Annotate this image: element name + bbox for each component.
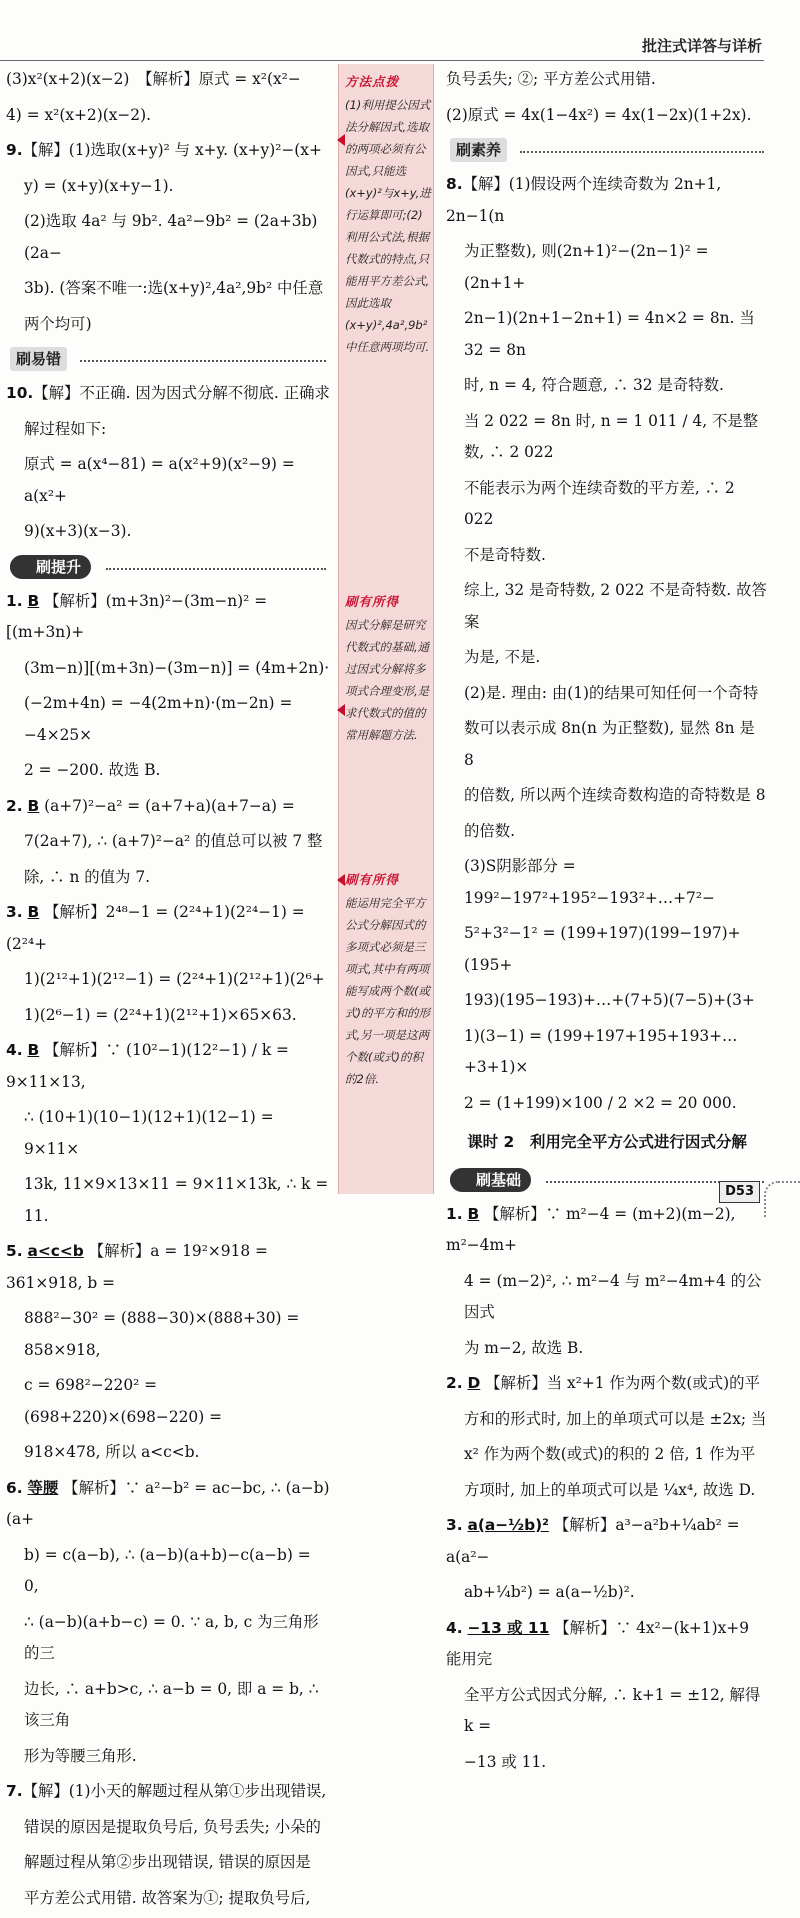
line-text: 1)(2⁶−1) = (2²⁴+1)(2¹²+1)×65×63. — [24, 1005, 297, 1024]
answer-line — [6, 1437, 330, 1469]
answer-line — [6, 309, 330, 341]
line-text: 9)(x+3)(x−3). — [24, 522, 132, 540]
line-text: 全平方公式因式分解, ∴ k+1 = ±12, 解得 k = — [464, 1685, 766, 1735]
arrow-icon — [337, 704, 345, 716]
line-text: y) = (x+y)(x+y−1). — [24, 176, 174, 195]
section-heading — [6, 344, 330, 376]
header-title: 批注式详答与详析 — [641, 37, 762, 55]
answer-line — [446, 1680, 768, 1743]
line-text: 为是, 不是. — [464, 648, 541, 666]
answer-line — [446, 918, 768, 981]
answer-line — [446, 100, 768, 132]
answer-line — [446, 303, 768, 366]
answer-line — [6, 755, 330, 787]
question-block — [6, 1035, 334, 1232]
answer-line — [446, 1577, 768, 1609]
line-text: 形为等腰三角形. — [24, 1746, 137, 1765]
line-text: (2)是. 理由: 由(1)的结果可知任何一个奇特 — [464, 683, 759, 702]
answer-line — [6, 1303, 330, 1366]
method-note-text: (1)利用提公因式法分解因式,选取的两项必须有公因式,只能选(x+y)²与x+y,进行运算即可;(2)利用公式法,根据代数式的特点,只能用平方差公式,因此选取(x+y)²,4a²,9b²中任意两项均可. — [345, 98, 431, 354]
answer-line — [6, 1883, 330, 1915]
question-block — [446, 1199, 768, 1365]
line-text: 918×478, 所以 a<c<b. — [24, 1443, 200, 1461]
line-text: 【解析】(m+3n)²−(3m−n)² = [(m+3n)+ — [6, 591, 273, 641]
line-text: 【解】(1)选取(x+y)² 与 x+y. (x+y)²−(x+ — [22, 141, 322, 159]
answer-value: B — [467, 1204, 480, 1223]
line-text: 3b). (答案不唯一:选(x+y)²,4a²,9b² 中任意 — [24, 279, 324, 297]
answer-value: B — [27, 903, 40, 921]
page-number: D53 — [719, 1181, 760, 1203]
dotted-rule — [520, 151, 764, 153]
line-text: 【解】(1)小天的解题过程从第①步出现错误, — [22, 1782, 327, 1800]
answer-line — [446, 780, 768, 812]
answer-line — [446, 642, 768, 674]
answer-line — [446, 473, 768, 536]
answer-line — [6, 688, 330, 751]
question-block — [446, 1368, 768, 1506]
answer-line — [6, 378, 330, 410]
line-text: 除, ∴ n 的值为 7. — [24, 867, 151, 886]
answer-line — [6, 1812, 330, 1844]
answer-line — [6, 273, 330, 305]
answer-line — [446, 816, 768, 848]
line-text: 【解析】a = 19²×918 = 361×918, b = — [6, 1242, 273, 1292]
dotted-rule — [106, 568, 326, 570]
dotted-rule — [80, 360, 326, 362]
line-text: (3)x²(x+2)(x−2) 【解析】原式 = x²(x²− — [6, 70, 301, 88]
answer-line — [446, 575, 768, 638]
line-text: 错误的原因是提取负号后, 负号丢失; 小朵的 — [24, 1817, 321, 1836]
answer-line — [6, 414, 330, 446]
annotation-column — [338, 64, 434, 1194]
question-block — [446, 1613, 768, 1779]
question-block — [446, 64, 768, 131]
answer-line — [446, 713, 768, 776]
line-text: 2 = −200. 故选 B. — [24, 761, 161, 779]
answer-line — [6, 100, 330, 132]
line-text: 解过程如下: — [24, 419, 107, 438]
header-rule — [0, 60, 764, 61]
question-number: 1. — [6, 591, 23, 610]
line-text: 不能表示为两个连续奇数的平方差, ∴ 2 022 — [464, 478, 740, 528]
line-text: 【解析】∵ (10²−1)(12²−1) / k = 9×11×13, — [6, 1041, 294, 1091]
line-text: 的倍数. — [464, 821, 516, 840]
answer-line — [6, 1674, 330, 1737]
arrow-icon — [337, 134, 345, 146]
answer-line — [446, 236, 768, 299]
answer-value: B — [27, 591, 40, 610]
section-heading — [446, 135, 768, 167]
line-text: (a+7)²−a² = (a+7+a)(a+7−a) = — [44, 796, 295, 815]
line-text: ∴ (10+1)(10−1)(12+1)(12−1) = 9×11× — [24, 1108, 279, 1158]
answer-line — [6, 1776, 330, 1808]
question-number: 2. — [446, 1374, 463, 1392]
section-label: 刷提升 — [10, 555, 91, 579]
insight-note-2-title: 刷有所得 — [345, 872, 400, 887]
method-note — [345, 72, 431, 358]
insight-note-2 — [345, 870, 431, 1090]
answer-line — [6, 1169, 334, 1232]
corner-decoration — [764, 1181, 800, 1217]
question-number: 6. — [6, 1478, 23, 1497]
answer-line — [6, 586, 330, 649]
question-number: 9. — [6, 141, 23, 159]
line-text: ∴ (a−b)(a+b−c) = 0. ∵ a, b, c 为三角形的三 — [24, 1612, 319, 1662]
answer-line — [446, 1199, 768, 1262]
line-text: 当 2 022 = 8n 时, n = 1 011 / 4, 不是整数, ∴ 2 022 — [464, 411, 759, 461]
answer-value: 等腰 — [27, 1478, 59, 1497]
line-text: 1)(3−1) = (199+197+195+193+…+3+1)× — [464, 1026, 738, 1076]
question-number: 4. — [446, 1618, 463, 1637]
answer-line — [6, 1102, 330, 1165]
line-text: 【解析】a³−a²b+¼ab² = a(a²− — [446, 1516, 745, 1566]
answer-value: a(a−½b)² — [467, 1516, 549, 1534]
insight-note-1-title: 刷有所得 — [345, 594, 400, 609]
answer-value: D — [467, 1374, 481, 1392]
line-text: 【解析】∵ a²−b² = ac−bc, ∴ (a−b)(a+ — [6, 1478, 330, 1528]
question-block — [6, 897, 330, 1031]
answer-line — [446, 1613, 768, 1676]
line-text: 解题过程从第②步出现错误, 错误的原因是 — [24, 1853, 311, 1871]
line-text: (3)S阴影部分 = 199²−197²+195²−193²+…+7²− — [464, 857, 715, 907]
question-number: 5. — [6, 1242, 23, 1260]
question-block — [446, 1510, 768, 1609]
line-text: 负号丢失; ②; 平方差公式用错. — [446, 70, 656, 88]
line-text: (3m−n)][(m+3n)−(3m−n)] = (4m+2n)· — [24, 658, 330, 677]
answer-line — [6, 1741, 330, 1773]
question-block — [6, 378, 330, 548]
question-block — [6, 586, 330, 787]
line-text: 4) = x²(x+2)(x−2). — [6, 105, 151, 124]
answer-line — [446, 1747, 768, 1779]
section-label: 刷易错 — [10, 347, 67, 371]
answer-line — [6, 516, 330, 548]
line-text: 888²−30² = (888−30)×(888+30) = 858×918, — [24, 1309, 305, 1359]
answer-line — [446, 1368, 768, 1400]
line-text: (2)原式 = 4x(1−4x²) = 4x(1−2x)(1+2x). — [446, 105, 752, 124]
line-text: x² 作为两个数(或式)的积的 2 倍, 1 作为平 — [464, 1445, 756, 1463]
method-note-title: 方法点拨 — [345, 74, 400, 89]
line-text: 不是奇特数. — [464, 545, 546, 564]
line-text: 13k, 11×9×13×11 = 9×11×13k, ∴ k = 11. — [24, 1175, 334, 1225]
answer-line — [6, 791, 330, 823]
arrow-icon — [337, 874, 345, 886]
line-text: 【解析】2⁴⁸−1 = (2²⁴+1)(2²⁴−1) = (2²⁴+ — [6, 903, 310, 953]
question-block — [6, 135, 330, 340]
question-number: 3. — [6, 903, 23, 921]
question-block — [6, 1473, 330, 1773]
line-text: 综上, 32 是奇特数, 2 022 不是奇特数. 故答案 — [464, 581, 767, 631]
answer-value: B — [27, 1041, 40, 1059]
question-number: 7. — [6, 1782, 23, 1800]
answer-line — [6, 171, 330, 203]
answer-line — [6, 1370, 330, 1433]
section-heading — [6, 552, 330, 584]
line-text: (−2m+4n) = −4(2m+n)·(m−2n) = −4×25× — [24, 694, 298, 744]
section-label: 刷基础 — [450, 1168, 531, 1192]
line-text: 边长, ∴ a+b>c, ∴ a−b = 0, 即 a = b, ∴ 该三角 — [24, 1679, 324, 1729]
question-block — [446, 169, 768, 1119]
left-column — [6, 64, 334, 1918]
question-block — [6, 1236, 330, 1469]
line-text: c = 698²−220² = (698+220)×(698−220) = — [24, 1376, 222, 1426]
line-text: 2 = (1+199)×100 / 2 ×2 = 20 000. — [464, 1093, 737, 1112]
question-number: 4. — [6, 1041, 23, 1059]
answer-line — [446, 1510, 768, 1573]
answer-line — [446, 1404, 768, 1436]
line-text: 【解析】∵ m²−4 = (m+2)(m−2), m²−4m+ — [446, 1204, 741, 1254]
line-text: 的倍数, 所以两个连续奇数构造的奇特数是 8 — [464, 786, 766, 804]
answer-line — [6, 653, 330, 685]
line-text: 5²+3²−1² = (199+197)(199−197)+(195+ — [464, 924, 741, 974]
answer-line — [6, 1607, 330, 1670]
insight-note-2-text: 能运用完全平方公式分解因式的多项式必须是三项式,其中有两项能写成两个数(或式)的平方和的形式,另一项是这两个数(或式)的积的2倍. — [345, 896, 430, 1086]
answer-value: −13 或 11 — [467, 1618, 550, 1637]
answer-line — [6, 1035, 330, 1098]
line-text: 原式 = a(x⁴−81) = a(x²+9)(x²−9) = a(x²+ — [24, 455, 300, 505]
answer-line — [6, 206, 330, 269]
lesson-title: 课时 2 利用完全平方公式进行因式分解 — [467, 1133, 747, 1151]
answer-line — [6, 1000, 330, 1032]
question-number: 1. — [446, 1204, 463, 1223]
line-text: −13 或 11. — [464, 1752, 547, 1771]
line-text: 方和的形式时, 加上的单项式可以是 ±2x; 当 — [464, 1409, 767, 1428]
answer-line — [6, 897, 330, 960]
answer-line — [446, 64, 768, 96]
answer-value: a<c<b — [27, 1242, 84, 1260]
answer-line — [446, 1475, 768, 1507]
answer-line — [6, 1847, 330, 1879]
answer-line — [446, 678, 768, 710]
line-text: 1)(2¹²+1)(2¹²−1) = (2²⁴+1)(2¹²+1)(2⁶+ — [24, 970, 325, 988]
line-text: 7(2a+7), ∴ (a+7)²−a² 的值总可以被 7 整 — [24, 832, 323, 850]
answer-line — [446, 370, 768, 402]
line-text: ab+¼b²) = a(a−½b)². — [464, 1583, 635, 1601]
answer-line — [446, 406, 768, 469]
line-text: 【解】不正确. 因为因式分解不彻底. 正确求 — [33, 384, 330, 402]
line-text: 为正整数), 则(2n+1)²−(2n−1)² = (2n+1+ — [464, 242, 714, 292]
line-text: 4 = (m−2)², ∴ m²−4 与 m²−4m+4 的公因式 — [464, 1271, 762, 1321]
question-number: 3. — [446, 1516, 463, 1534]
line-text: 时, n = 4, 符合题意, ∴ 32 是奇特数. — [464, 376, 724, 394]
question-block — [6, 1776, 330, 1914]
answer-line — [446, 1088, 768, 1120]
answer-line — [6, 862, 330, 894]
right-column — [446, 64, 768, 1782]
answer-line — [6, 449, 330, 512]
line-text: 数可以表示成 8n(n 为正整数), 显然 8n 是 8 — [464, 719, 760, 769]
line-text: 【解析】当 x²+1 作为两个数(或式)的平 — [485, 1374, 760, 1392]
question-number: 8. — [446, 175, 463, 193]
page-header — [0, 8, 800, 64]
question-number: 2. — [6, 796, 23, 815]
line-text: 193)(195−193)+…+(7+5)(7−5)+(3+ — [464, 991, 755, 1009]
answer-line — [446, 985, 768, 1017]
answer-line — [6, 964, 330, 996]
insight-note-1-text: 因式分解是研究代数式的基础,通过因式分解将多项式合理变形,是求代数式的值的常用解题方法. — [345, 618, 430, 742]
question-number: 10. — [6, 384, 34, 402]
line-text: 2n−1)(2n+1−2n+1) = 4n×2 = 8n. 当 32 = 8n — [464, 309, 760, 359]
answer-line — [6, 1473, 330, 1536]
answer-line — [6, 64, 330, 96]
answer-line — [6, 135, 330, 167]
line-text: 【解析】∵ 4x²−(k+1)x+9 能用完 — [446, 1618, 754, 1668]
answer-line — [446, 540, 768, 572]
answer-line — [6, 826, 330, 858]
line-text: 两个均可) — [24, 314, 92, 333]
question-block — [6, 791, 330, 894]
line-text: 【解】(1)假设两个连续奇数为 2n+1, 2n−1(n — [446, 175, 727, 225]
question-block — [6, 64, 330, 131]
line-text: (2)选取 4a² 与 9b². 4a²−9b² = (2a+3b)(2a− — [24, 212, 318, 262]
answer-line — [6, 1236, 330, 1299]
answer-line — [6, 1540, 330, 1603]
answer-line — [446, 851, 768, 914]
line-text: 方项时, 加上的单项式可以是 ¼x⁴, 故选 D. — [464, 1480, 756, 1499]
line-text: b) = c(a−b), ∴ (a−b)(a+b)−c(a−b) = 0, — [24, 1545, 316, 1595]
line-text: 为 m−2, 故选 B. — [464, 1338, 584, 1357]
insight-note-1 — [345, 592, 431, 746]
answer-line — [446, 1439, 768, 1471]
answer-line — [446, 1266, 768, 1329]
line-text: 平方差公式用错. 故答案为①; 提取负号后, — [24, 1888, 311, 1907]
answer-line — [446, 169, 768, 232]
section-label: 刷素养 — [450, 138, 507, 162]
answer-line — [446, 1021, 768, 1084]
answer-line — [446, 1333, 768, 1365]
answer-value: B — [27, 796, 40, 815]
